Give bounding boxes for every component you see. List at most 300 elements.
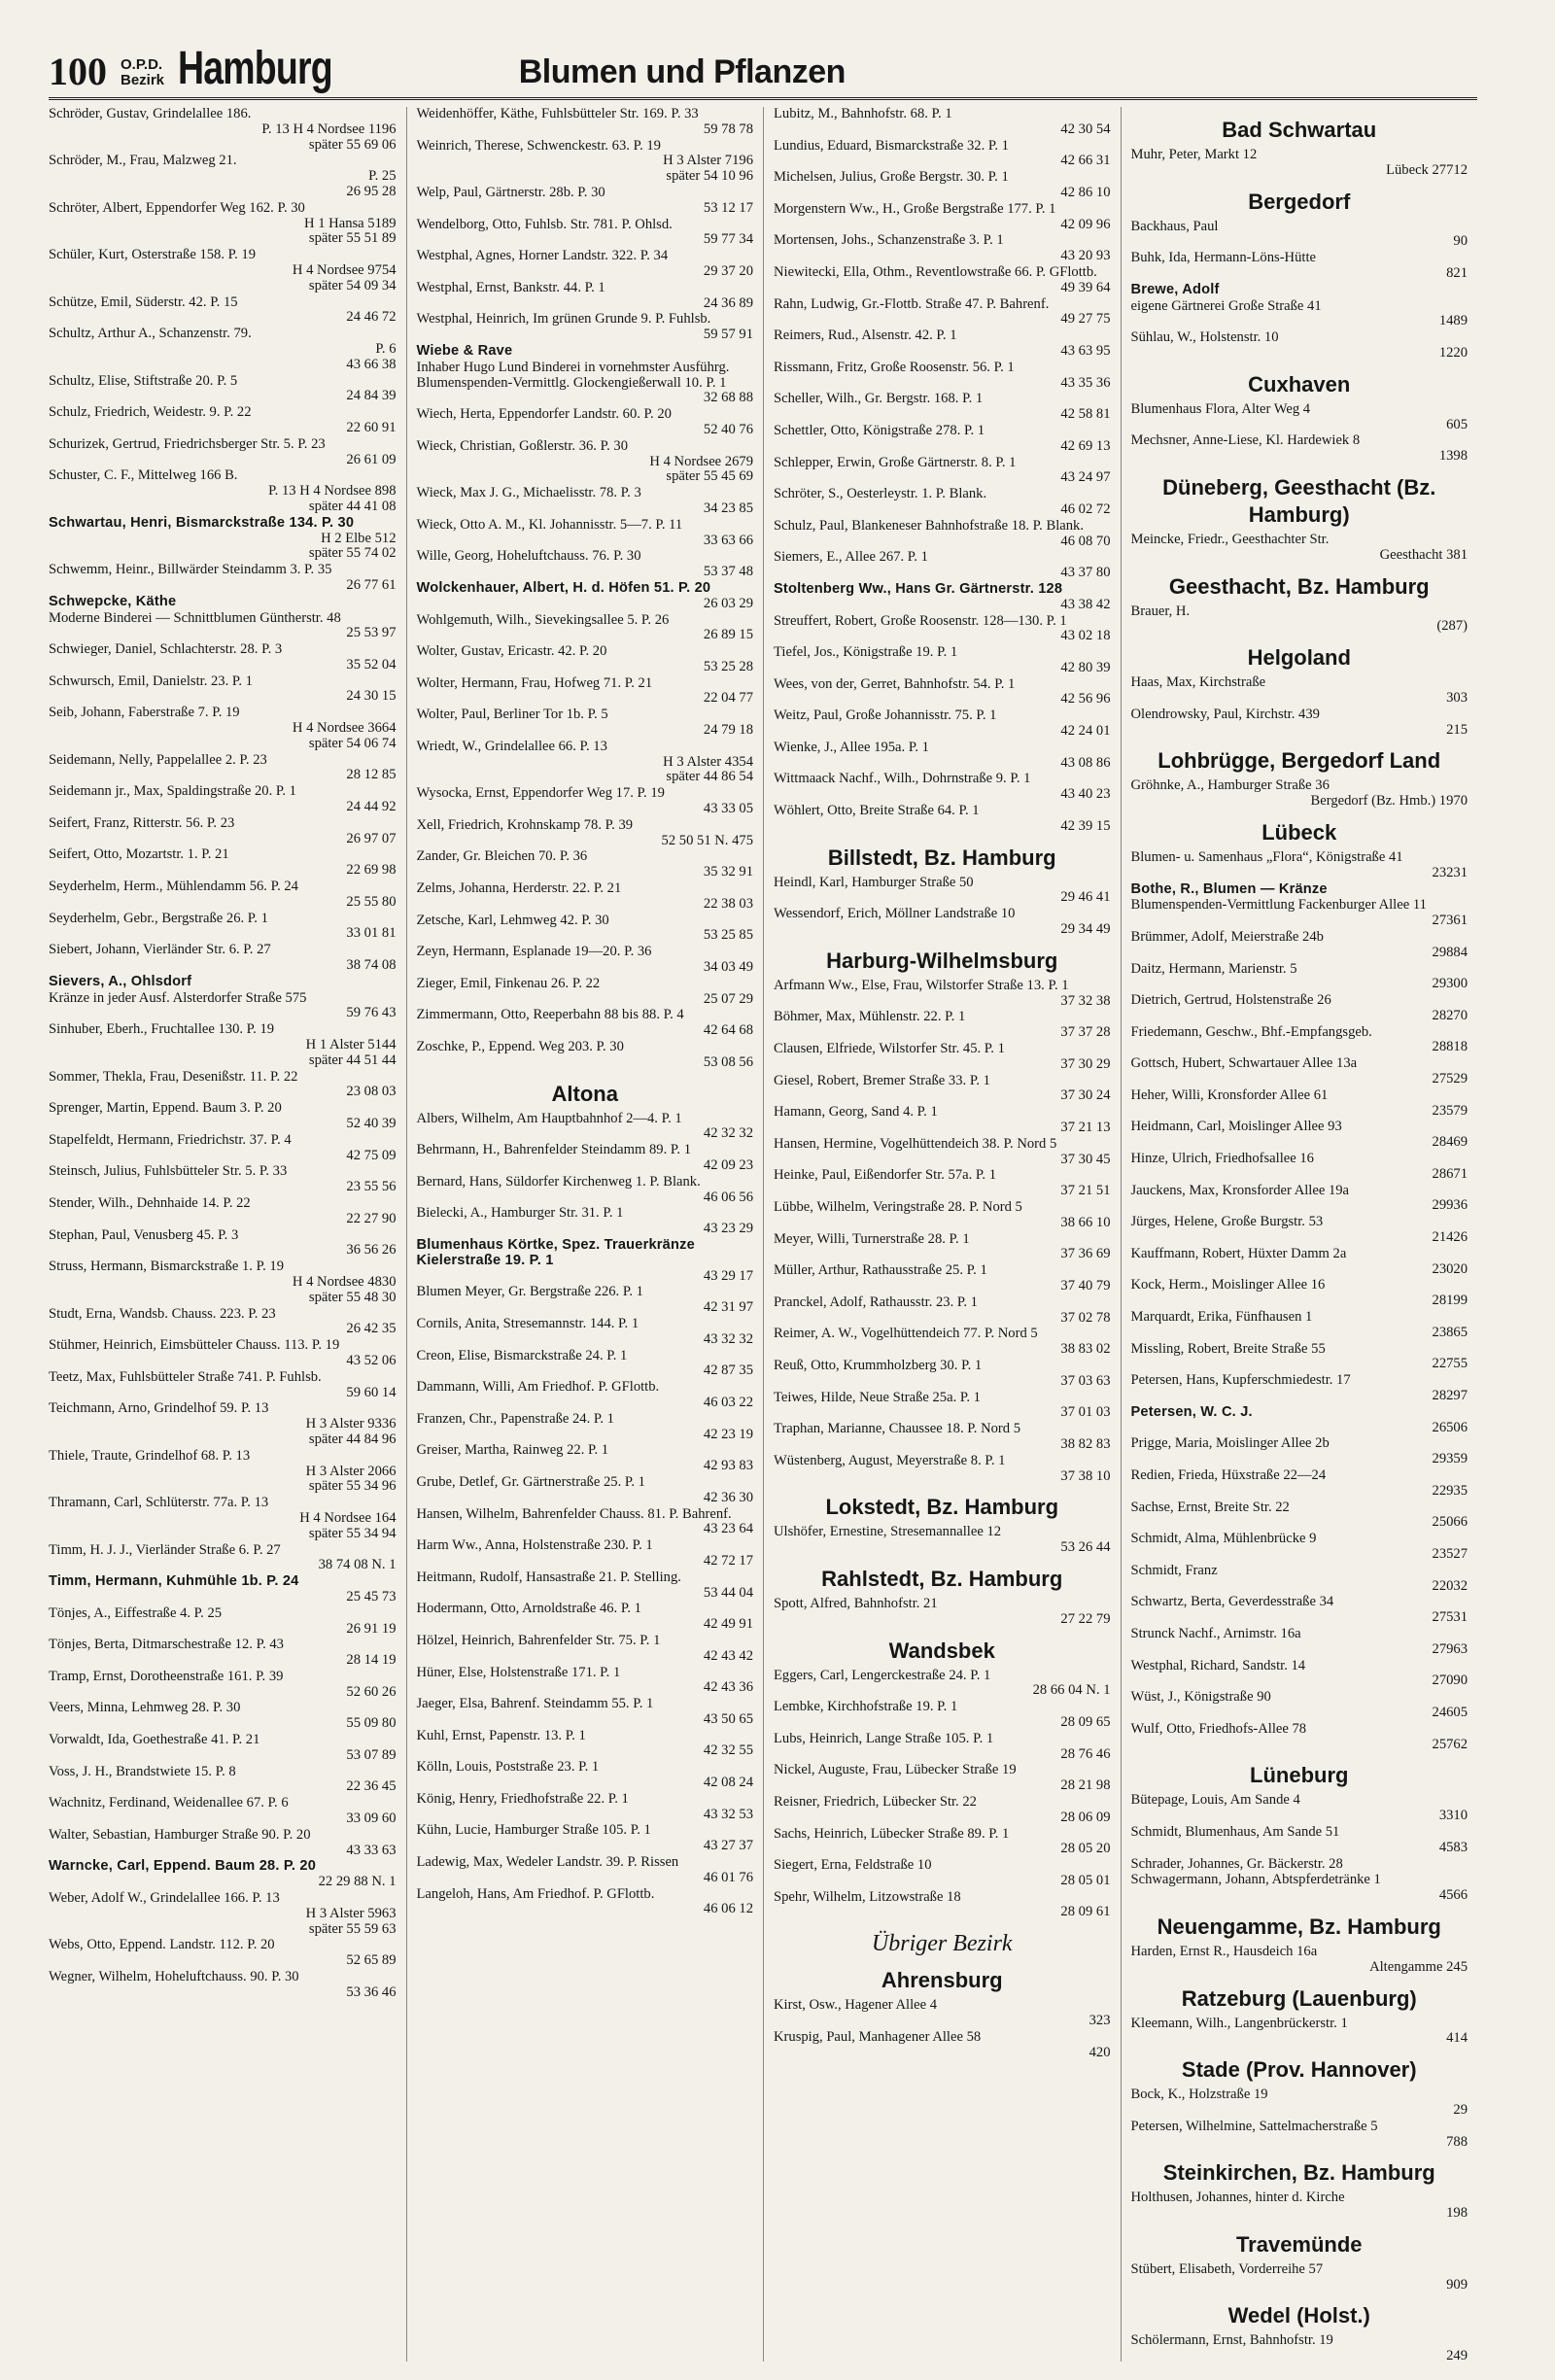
entry-text: Petersen, W. C. J.	[1130, 1403, 1253, 1420]
directory-entry	[1131, 1152, 1469, 1183]
directory-entry	[417, 1349, 754, 1380]
entry-phone-number: 59 76 43	[346, 1005, 397, 1021]
entry-text: Kühn, Lucie, Hamburger Straße 105. P. 1	[416, 1822, 651, 1839]
entry-text: Zetsche, Karl, Lehmweg 42. P. 30	[416, 912, 609, 928]
entry-text: Reuß, Otto, Krummholzberg 30. P. 1	[774, 1357, 983, 1373]
entry-text: Teiwes, Hilde, Neue Straße 25a. P. 1	[774, 1389, 981, 1405]
entry-exchange: H 1 Hansa 5189	[304, 215, 397, 231]
directory-entry	[1131, 1025, 1469, 1056]
entry-phone-number: 37 30 29	[1060, 1055, 1111, 1072]
entry-phone-number: 414	[1446, 2030, 1468, 2047]
entry-text: Brümmer, Adolf, Meierstraße 24b	[1130, 928, 1324, 945]
entry-text: Schwartz, Berta, Geverdesstraße 34	[1130, 1594, 1334, 1610]
entry-text: Böhmer, Max, Mühlenstr. 22. P. 1	[774, 1009, 966, 1025]
directory-entry	[417, 707, 754, 739]
entry-text: Reimers, Rud., Alsenstr. 42. P. 1	[774, 328, 957, 344]
entry-text: Schmidt, Blumenhaus, Am Sande 51	[1130, 1823, 1340, 1840]
entry-phone-number: 43 24 97	[1060, 469, 1111, 486]
location-heading: Altona	[551, 1081, 618, 1106]
entry-text: Wüst, J., Königstraße 90	[1130, 1689, 1271, 1706]
entry-text: Zelms, Johanna, Herderstr. 22. P. 21	[416, 880, 622, 897]
entry-phone-number: 22 04 77	[703, 690, 753, 707]
entry-text: Meincke, Friedr., Geesthachter Str.	[1130, 531, 1330, 547]
directory-entry	[49, 991, 397, 1022]
entry-phone-number: 43 20 93	[1060, 248, 1111, 264]
entry-phone-number: 42 24 01	[1060, 723, 1111, 740]
directory-entry	[417, 1008, 754, 1039]
entry-text: Arfmann Ww., Else, Frau, Wilstorfer Straße 13. P. 1	[774, 977, 1069, 993]
entry-text: Franzen, Chr., Papenstraße 24. P. 1	[416, 1410, 614, 1427]
entry-exchange: H 4 Nordsee 2679	[649, 453, 753, 469]
bezirk-line: Bezirk	[121, 72, 165, 88]
entry-phone-number: später 54 10 96	[666, 168, 753, 185]
directory-entry	[417, 344, 754, 360]
directory-entry	[49, 154, 397, 199]
entry-exchange: H 3 Alster 9336	[305, 1416, 397, 1432]
entry-text: Olendrowsky, Paul, Kirchstr. 439	[1130, 706, 1320, 722]
page-header	[49, 27, 1477, 94]
entry-phone-number: 33 63 66	[703, 532, 753, 548]
entry-text: Weber, Adolf W., Grindelallee 166. P. 13	[49, 1890, 280, 1907]
directory-entry	[417, 818, 754, 849]
entry-phone-number: 29 37 20	[703, 262, 753, 279]
entry-phone-number: 42 56 96	[1060, 691, 1111, 707]
entry-text: Marquardt, Erika, Fünfhausen 1	[1130, 1309, 1313, 1326]
directory-entry	[417, 218, 754, 249]
directory-entry	[417, 1792, 754, 1823]
entry-text: Heitmann, Rudolf, Hansastraße 21. P. Stelling.	[416, 1569, 681, 1585]
directory-entry	[774, 1732, 1111, 1763]
entry-phone-number: 22032	[1432, 1577, 1468, 1594]
entry-exchange: H 3 Alster 2066	[305, 1463, 397, 1479]
location-heading: Bergedorf	[1248, 189, 1351, 214]
entry-text: Sommer, Thekla, Frau, Desenißstr. 11. P. 22	[49, 1068, 298, 1085]
entry-text: Wolter, Gustav, Ericastr. 42. P. 20	[416, 643, 607, 660]
directory-entry	[1131, 533, 1469, 564]
directory-entry	[49, 1638, 397, 1669]
entry-text: Schulz, Friedrich, Weidestr. 9. P. 22	[49, 404, 252, 421]
entry-text: Schwepcke, Käthe	[49, 593, 177, 609]
entry-phone-number: 42 32 55	[703, 1742, 753, 1759]
directory-entry	[417, 1634, 754, 1665]
entry-text: Giesel, Robert, Bremer Straße 33. P. 1	[774, 1072, 990, 1088]
entry-phone-number: 26 97 07	[346, 830, 397, 846]
directory-entry	[49, 1307, 397, 1338]
entry-text: Hansen, Wilhelm, Bahrenfelder Chauss. 81. P. Bahrenf.	[416, 1505, 732, 1522]
directory-entry	[1131, 283, 1469, 298]
directory-entry	[1131, 898, 1469, 929]
directory-entry	[774, 1391, 1111, 1422]
location-heading: Lüneburg	[1250, 1763, 1349, 1788]
directory-entry	[1131, 962, 1469, 993]
entry-phone-number: 38 82 83	[1060, 1435, 1111, 1452]
location-heading: Düneberg, Geesthacht (Bz. Hamburg)	[1162, 474, 1436, 527]
location-heading: Harburg-Wilhelmsburg	[826, 948, 1058, 973]
directory-entry	[49, 1701, 397, 1732]
entry-text: Lubitz, M., Bahnhofstr. 68. P. 1	[774, 107, 952, 121]
entry-phone-number: später 55 59 63	[308, 1920, 397, 1937]
directory-entry	[774, 708, 1111, 740]
entry-text: Sinhuber, Eberh., Fruchtallee 130. P. 19	[49, 1021, 275, 1038]
entry-phone-number: 38 74 08	[346, 957, 397, 974]
directory-entry	[1131, 1532, 1469, 1563]
directory-entry	[774, 1074, 1111, 1105]
entry-phone-number: 24 84 39	[346, 388, 397, 404]
entry-text: Pranckel, Adolf, Rathausstr. 23. P. 1	[774, 1293, 978, 1310]
directory-entry	[774, 519, 1111, 550]
entry-phone-number: 43 02 18	[1060, 628, 1111, 644]
location-heading: Ahrensburg	[881, 1968, 1003, 1993]
entry-phone-number: 35 52 04	[346, 656, 397, 673]
entry-text: Blumenhaus Flora, Alter Weg 4	[1130, 400, 1311, 417]
entry-phone-number: 4583	[1438, 1839, 1468, 1855]
location-heading: Neuengamme, Bz. Hamburg	[1157, 1914, 1441, 1939]
directory-entry	[417, 914, 754, 945]
directory-entry	[49, 563, 397, 594]
entry-phone-number: 42 49 91	[703, 1616, 753, 1633]
entry-text: Walter, Sebastian, Hamburger Straße 90. P. 20	[49, 1826, 311, 1843]
directory-entry	[774, 677, 1111, 708]
entry-text: Steinsch, Julius, Fuhlsbütteler Str. 5. P. 33	[49, 1163, 288, 1180]
directory-entry	[417, 1507, 754, 1538]
location-heading: Geesthacht, Bz. Hamburg	[1168, 573, 1430, 599]
entry-text: Tramp, Ernst, Dorotheenstraße 161. P. 39	[49, 1668, 284, 1684]
location-heading: Stade (Prov. Hannover)	[1181, 2057, 1417, 2083]
entry-text: Stender, Wilh., Dehnhaide 14. P. 22	[49, 1194, 251, 1211]
entry-phone-number: 46 06 56	[703, 1189, 753, 1205]
entry-text: Schlepper, Erwin, Große Gärtnerstr. 8. P. 1	[774, 454, 1017, 470]
entry-phone-number: 27963	[1432, 1640, 1468, 1657]
entry-text: Seyderhelm, Herm., Mühlendamm 56. P. 24	[49, 879, 298, 895]
entry-phone-number: 46 01 76	[703, 1869, 753, 1885]
entry-phone-number: 59 77 34	[703, 231, 753, 248]
directory-entry	[49, 880, 397, 911]
directory-entry	[49, 1196, 397, 1227]
entry-phone-number: 43 52 06	[346, 1352, 397, 1368]
entry-exchange: H 4 Nordsee 3664	[292, 720, 397, 737]
entry-phone-number: 42 31 97	[703, 1299, 753, 1316]
location-heading: Cuxhaven	[1248, 371, 1351, 397]
entry-phone-number: 26 03 29	[703, 595, 753, 611]
entry-phone-number: 33 01 81	[346, 925, 397, 942]
entry-phone-number: 38 66 10	[1060, 1214, 1111, 1230]
entry-phone-number: 28 14 19	[346, 1652, 397, 1669]
entry-text: Wysocka, Ernst, Eppendorfer Weg 17. P. 19	[416, 785, 665, 802]
directory-entry	[417, 1760, 754, 1791]
entry-text: Siegert, Erna, Feldstraße 10	[774, 1857, 932, 1874]
directory-entry	[1131, 1310, 1469, 1341]
entry-phone-number: 43 37 80	[1060, 565, 1111, 581]
directory-entry	[417, 249, 754, 280]
entry-text: Schrader, Johannes, Gr. Bäckerstr. 28	[1130, 1855, 1343, 1872]
entry-phone-number: 52 60 26	[346, 1683, 397, 1700]
directory-entry	[1131, 148, 1469, 179]
directory-entry	[1131, 2017, 1469, 2048]
directory-entry	[49, 1970, 397, 2001]
directory-entry	[774, 392, 1111, 423]
directory-entry	[417, 786, 754, 817]
entry-phone-number: später 54 09 34	[308, 277, 397, 293]
directory-entry	[774, 297, 1111, 328]
directory-entry	[774, 1669, 1111, 1700]
entry-phone-number: 42 09 96	[1060, 216, 1111, 232]
directory-entry	[417, 281, 754, 312]
directory-entry	[1131, 1722, 1469, 1753]
directory-entry	[774, 487, 1111, 518]
directory-entry	[774, 233, 1111, 264]
entry-phone-number: 420	[1088, 2044, 1111, 2060]
directory-entry	[417, 581, 754, 612]
directory-entry	[774, 328, 1111, 360]
directory-entry	[49, 516, 397, 562]
directory-entry	[49, 405, 397, 436]
directory-entry	[774, 876, 1111, 907]
directory-entry	[49, 248, 397, 293]
directory-entry	[774, 772, 1111, 803]
entry-phone-number: 37 37 28	[1060, 1024, 1111, 1041]
directory-entry	[417, 1602, 754, 1633]
entry-phone-number: 43 32 53	[703, 1806, 753, 1822]
entry-phone-number: 23 55 56	[346, 1179, 397, 1195]
entry-phone-number: 1220	[1438, 344, 1468, 361]
entry-text: Westphal, Richard, Sandstr. 14	[1130, 1657, 1306, 1673]
entry-text: Albers, Wilhelm, Am Hauptbahnhof 2—4. P. 1	[416, 1110, 682, 1126]
entry-phone-number: 27529	[1432, 1071, 1468, 1087]
directory-entry	[1131, 1873, 1469, 1904]
entry-text: Kuhl, Ernst, Papenstr. 13. P. 1	[416, 1727, 586, 1743]
directory-entry	[49, 753, 397, 784]
entry-text: Hamann, Georg, Sand 4. P. 1	[774, 1104, 938, 1121]
entry-text: Sprenger, Martin, Eppend. Baum 3. P. 20	[49, 1100, 282, 1117]
column-4	[1121, 107, 1478, 2362]
entry-text: Strunck Nachf., Arnimstr. 16a	[1130, 1625, 1301, 1641]
entry-phone-number: 198	[1446, 2205, 1468, 2222]
entry-text: Hüner, Else, Holstenstraße 171. P. 1	[416, 1664, 621, 1680]
entry-phone-number: 42 69 13	[1060, 437, 1111, 454]
location-heading: Rahlstedt, Bz. Hamburg	[821, 1566, 1063, 1591]
entry-text: Zimmermann, Otto, Reeperbahn 88 bis 88. P. 4	[416, 1007, 684, 1023]
entry-phone-number: 23579	[1432, 1102, 1468, 1119]
entry-text: Sachs, Heinrich, Lübecker Straße 89. P. 1	[774, 1825, 1010, 1842]
directory-entry	[774, 1010, 1111, 1041]
entry-text: Sachse, Ernst, Breite Str. 22	[1130, 1499, 1290, 1515]
entry-text: Bothe, R., Blumen — Kränze	[1130, 880, 1328, 897]
entry-text: Cornils, Anita, Stresemannstr. 144. P. 1	[416, 1315, 639, 1331]
entry-text: Stephan, Paul, Venusberg 45. P. 3	[49, 1226, 239, 1243]
entry-exchange: P. 13 H 4 Nordsee 1196	[261, 121, 397, 137]
entry-text: Jauckens, Max, Kronsforder Allee 19a	[1130, 1182, 1350, 1198]
directory-entry	[417, 139, 754, 185]
entry-phone-number: 24 30 15	[346, 688, 397, 705]
entry-text: Nickel, Auguste, Frau, Lübecker Straße 19	[774, 1762, 1017, 1778]
entry-phone-number: 24605	[1432, 1704, 1468, 1720]
entry-text: Michelsen, Julius, Große Bergstr. 30. P. 1	[774, 169, 1009, 186]
opd-line: O.P.D.	[121, 56, 163, 73]
directory-entry	[1131, 1468, 1469, 1500]
directory-entry	[1131, 1184, 1469, 1215]
entry-text: Wiech, Herta, Eppendorfer Landstr. 60. P. 20	[416, 406, 672, 423]
directory-entry	[49, 943, 397, 974]
entry-phone-number: 28 76 46	[1060, 1745, 1111, 1762]
directory-entry	[1131, 1595, 1469, 1626]
entry-text: Kauffmann, Robert, Hüxter Damm 2a	[1130, 1245, 1347, 1261]
entry-text: Mechsner, Anne-Liese, Kl. Hardewiek 8	[1130, 432, 1361, 449]
location-heading: Helgoland	[1247, 645, 1351, 671]
entry-phone-number: 53 25 28	[703, 658, 753, 674]
entry-phone-number: (287)	[1436, 618, 1468, 635]
directory-entry	[774, 550, 1111, 581]
entry-exchange: H 3 Alster 4354	[663, 753, 753, 770]
directory-entry	[1131, 402, 1469, 433]
entry-exchange: P. 6	[375, 340, 397, 357]
directory-entry	[774, 1525, 1111, 1556]
directory-entry	[774, 979, 1111, 1010]
entry-text: Zieger, Emil, Finkenau 26. P. 22	[416, 975, 601, 991]
entry-phone-number: 27361	[1432, 913, 1468, 929]
entry-text: Muhr, Peter, Markt 12	[1130, 147, 1258, 162]
entry-text: Struss, Hermann, Bismarckstraße 1. P. 19	[49, 1259, 284, 1275]
entry-text: Blumenspenden-Vermittlung Fackenburger Allee 11	[1130, 897, 1427, 914]
entry-text: Siemers, E., Allee 267. P. 1	[774, 549, 928, 566]
entry-text: Veers, Minna, Lehmweg 28. P. 30	[49, 1700, 241, 1716]
directory-entry	[49, 611, 397, 642]
entry-phone-number: 43 32 32	[703, 1330, 753, 1347]
directory-entry	[1131, 2120, 1469, 2151]
directory-entry	[774, 1858, 1111, 1889]
entry-text: Spehr, Wilhelm, Litzowstraße 18	[774, 1888, 961, 1905]
entry-text: Blumen Meyer, Gr. Bergstraße 226. P. 1	[416, 1284, 643, 1300]
directory-entry	[49, 437, 397, 468]
directory-entry	[417, 186, 754, 217]
directory-entry	[1131, 1564, 1469, 1595]
directory-entry	[49, 1370, 397, 1401]
directory-entry	[417, 1570, 754, 1602]
entry-text: Zoschke, P., Eppend. Weg 203. P. 30	[416, 1039, 624, 1055]
entry-text: Moderne Binderei — Schnittblumen Güntherstr. 48	[49, 609, 341, 626]
entry-phone-number: 35 32 91	[703, 864, 753, 880]
entry-text: Schmidt, Alma, Mühlenbrücke 9	[1130, 1531, 1317, 1547]
directory-entry	[417, 676, 754, 707]
entry-text: Teichmann, Arno, Grindelhof 59. P. 13	[49, 1400, 269, 1417]
directory-entry	[417, 1538, 754, 1569]
directory-entry	[1131, 1342, 1469, 1373]
entry-phone-number: 43 63 95	[1060, 342, 1111, 359]
entry-text: Schwagermann, Johann, Abtspferdetränke 1	[1130, 1872, 1381, 1888]
entry-phone-number: 43 29 17	[703, 1267, 753, 1284]
entry-text: Wohlgemuth, Wilh., Sievekingsallee 5. P. 26	[416, 611, 670, 628]
directory-entry	[417, 1855, 754, 1886]
entry-phone-number: 303	[1446, 689, 1468, 706]
directory-entry	[417, 1412, 754, 1443]
entry-text: Petersen, Hans, Kupferschmiedestr. 17	[1130, 1372, 1351, 1389]
entry-text: Harm Ww., Anna, Holstenstraße 230. P. 1	[416, 1537, 653, 1554]
directory-entry	[49, 1228, 397, 1259]
entry-exchange: H 1 Alster 5144	[305, 1037, 397, 1053]
directory-entry	[417, 312, 754, 343]
entry-phone-number: 53 25 85	[703, 927, 753, 944]
entry-text: Reisner, Friedrich, Lübecker Str. 22	[774, 1793, 977, 1810]
directory-entry	[417, 486, 754, 517]
entry-phone-number: 46 03 22	[703, 1394, 753, 1410]
directory-entry	[417, 439, 754, 485]
directory-entry	[417, 407, 754, 438]
directory-entry	[49, 1670, 397, 1701]
entry-text: Schölermann, Ernst, Bahnhofstr. 19	[1130, 2332, 1333, 2349]
page-number: 100	[49, 50, 107, 93]
entry-text: Dietrich, Gertrud, Holstenstraße 26	[1130, 992, 1331, 1009]
entry-phone-number: 37 30 45	[1060, 1151, 1111, 1167]
entry-text: Rissmann, Fritz, Große Roosenstr. 56. P. 1	[774, 359, 1015, 375]
directory-entry	[774, 1795, 1111, 1826]
entry-text: Heinke, Paul, Eißendorfer Str. 57a. P. 1	[774, 1167, 997, 1184]
entry-phone-number: 27 22 79	[1060, 1610, 1111, 1627]
entry-text: Teetz, Max, Fuhlsbütteler Straße 741. P. Fuhlsb.	[49, 1368, 322, 1385]
entry-phone-number: 26 95 28	[346, 183, 397, 199]
entry-phone-number: 24 44 92	[346, 799, 397, 815]
entry-text: Brauer, H.	[1130, 603, 1191, 619]
entry-text: Buhk, Ida, Hermann-Löns-Hütte	[1130, 250, 1316, 266]
directory-entry	[417, 1823, 754, 1854]
directory-entry	[417, 1143, 754, 1174]
entry-phone-number: 25066	[1432, 1514, 1468, 1531]
location-heading: Wandsbek	[888, 1638, 995, 1663]
entry-phone-number: später 55 51 89	[308, 230, 397, 247]
directory-entry	[774, 170, 1111, 201]
entry-phone-number: 37 03 63	[1060, 1372, 1111, 1389]
entry-phone-number: später 44 41 08	[308, 498, 397, 514]
entry-phone-number: 34 23 85	[703, 500, 753, 516]
directory-entry	[49, 1859, 397, 1890]
entry-text: Schröder, M., Frau, Malzweg 21.	[49, 153, 237, 169]
directory-entry	[417, 849, 754, 880]
directory-entry	[774, 1597, 1111, 1628]
entry-text: Bütepage, Louis, Am Sande 4	[1130, 1792, 1300, 1809]
entry-phone-number: später 55 69 06	[308, 136, 397, 153]
directory-entry	[1131, 930, 1469, 961]
entry-text: Voss, J. H., Brandstwiete 15. P. 8	[49, 1763, 236, 1779]
directory-entry	[49, 1606, 397, 1638]
entry-text: Haas, Max, Kirchstraße	[1130, 674, 1266, 691]
directory-entry	[1131, 251, 1469, 282]
entry-text: Morgenstern Ww., H., Große Bergstraße 177. P. 1	[774, 200, 1056, 217]
entry-phone-number: 23527	[1432, 1545, 1468, 1562]
directory-entry	[1131, 1793, 1469, 1824]
entry-phone-number: später 44 84 96	[308, 1431, 397, 1447]
entry-text: Westphal, Heinrich, Im grünen Grunde 9. P. Fuhlsb.	[416, 311, 711, 328]
entry-text: Missling, Robert, Breite Straße 55	[1130, 1340, 1326, 1357]
entry-phone-number: 215	[1446, 721, 1468, 738]
directory-entry	[417, 1443, 754, 1474]
entry-phone-number: 25 55 80	[346, 893, 397, 910]
directory-entry	[1131, 993, 1469, 1024]
directory-entry	[49, 1496, 397, 1541]
directory-entry	[1131, 707, 1469, 739]
entry-text: eigene Gärtnerei Große Straße 41	[1130, 297, 1322, 314]
entry-text: Wienke, J., Allee 195a. P. 1	[774, 739, 929, 755]
entry-text: Schröter, Albert, Eppendorfer Weg 162. P. 30	[49, 199, 305, 216]
directory-entry	[1131, 1500, 1469, 1532]
entry-text: Seyderhelm, Gebr., Bergstraße 26. P. 1	[49, 910, 268, 926]
directory-entry	[774, 202, 1111, 233]
location-heading: Travemünde	[1235, 2231, 1363, 2257]
entry-exchange: P. 13 H 4 Nordsee 898	[268, 483, 397, 500]
entry-phone-number: 42 87 35	[703, 1362, 753, 1379]
entry-text: Bernard, Hans, Süldorfer Kirchenweg 1. P. Blank.	[416, 1173, 701, 1190]
entry-phone-number: später 55 74 02	[308, 545, 397, 562]
entry-text: Schwartau, Henri, Bismarckstraße 134. P. 30	[49, 514, 355, 531]
directory-entry	[1131, 1373, 1469, 1404]
entry-phone-number: 29 46 41	[1060, 889, 1111, 906]
